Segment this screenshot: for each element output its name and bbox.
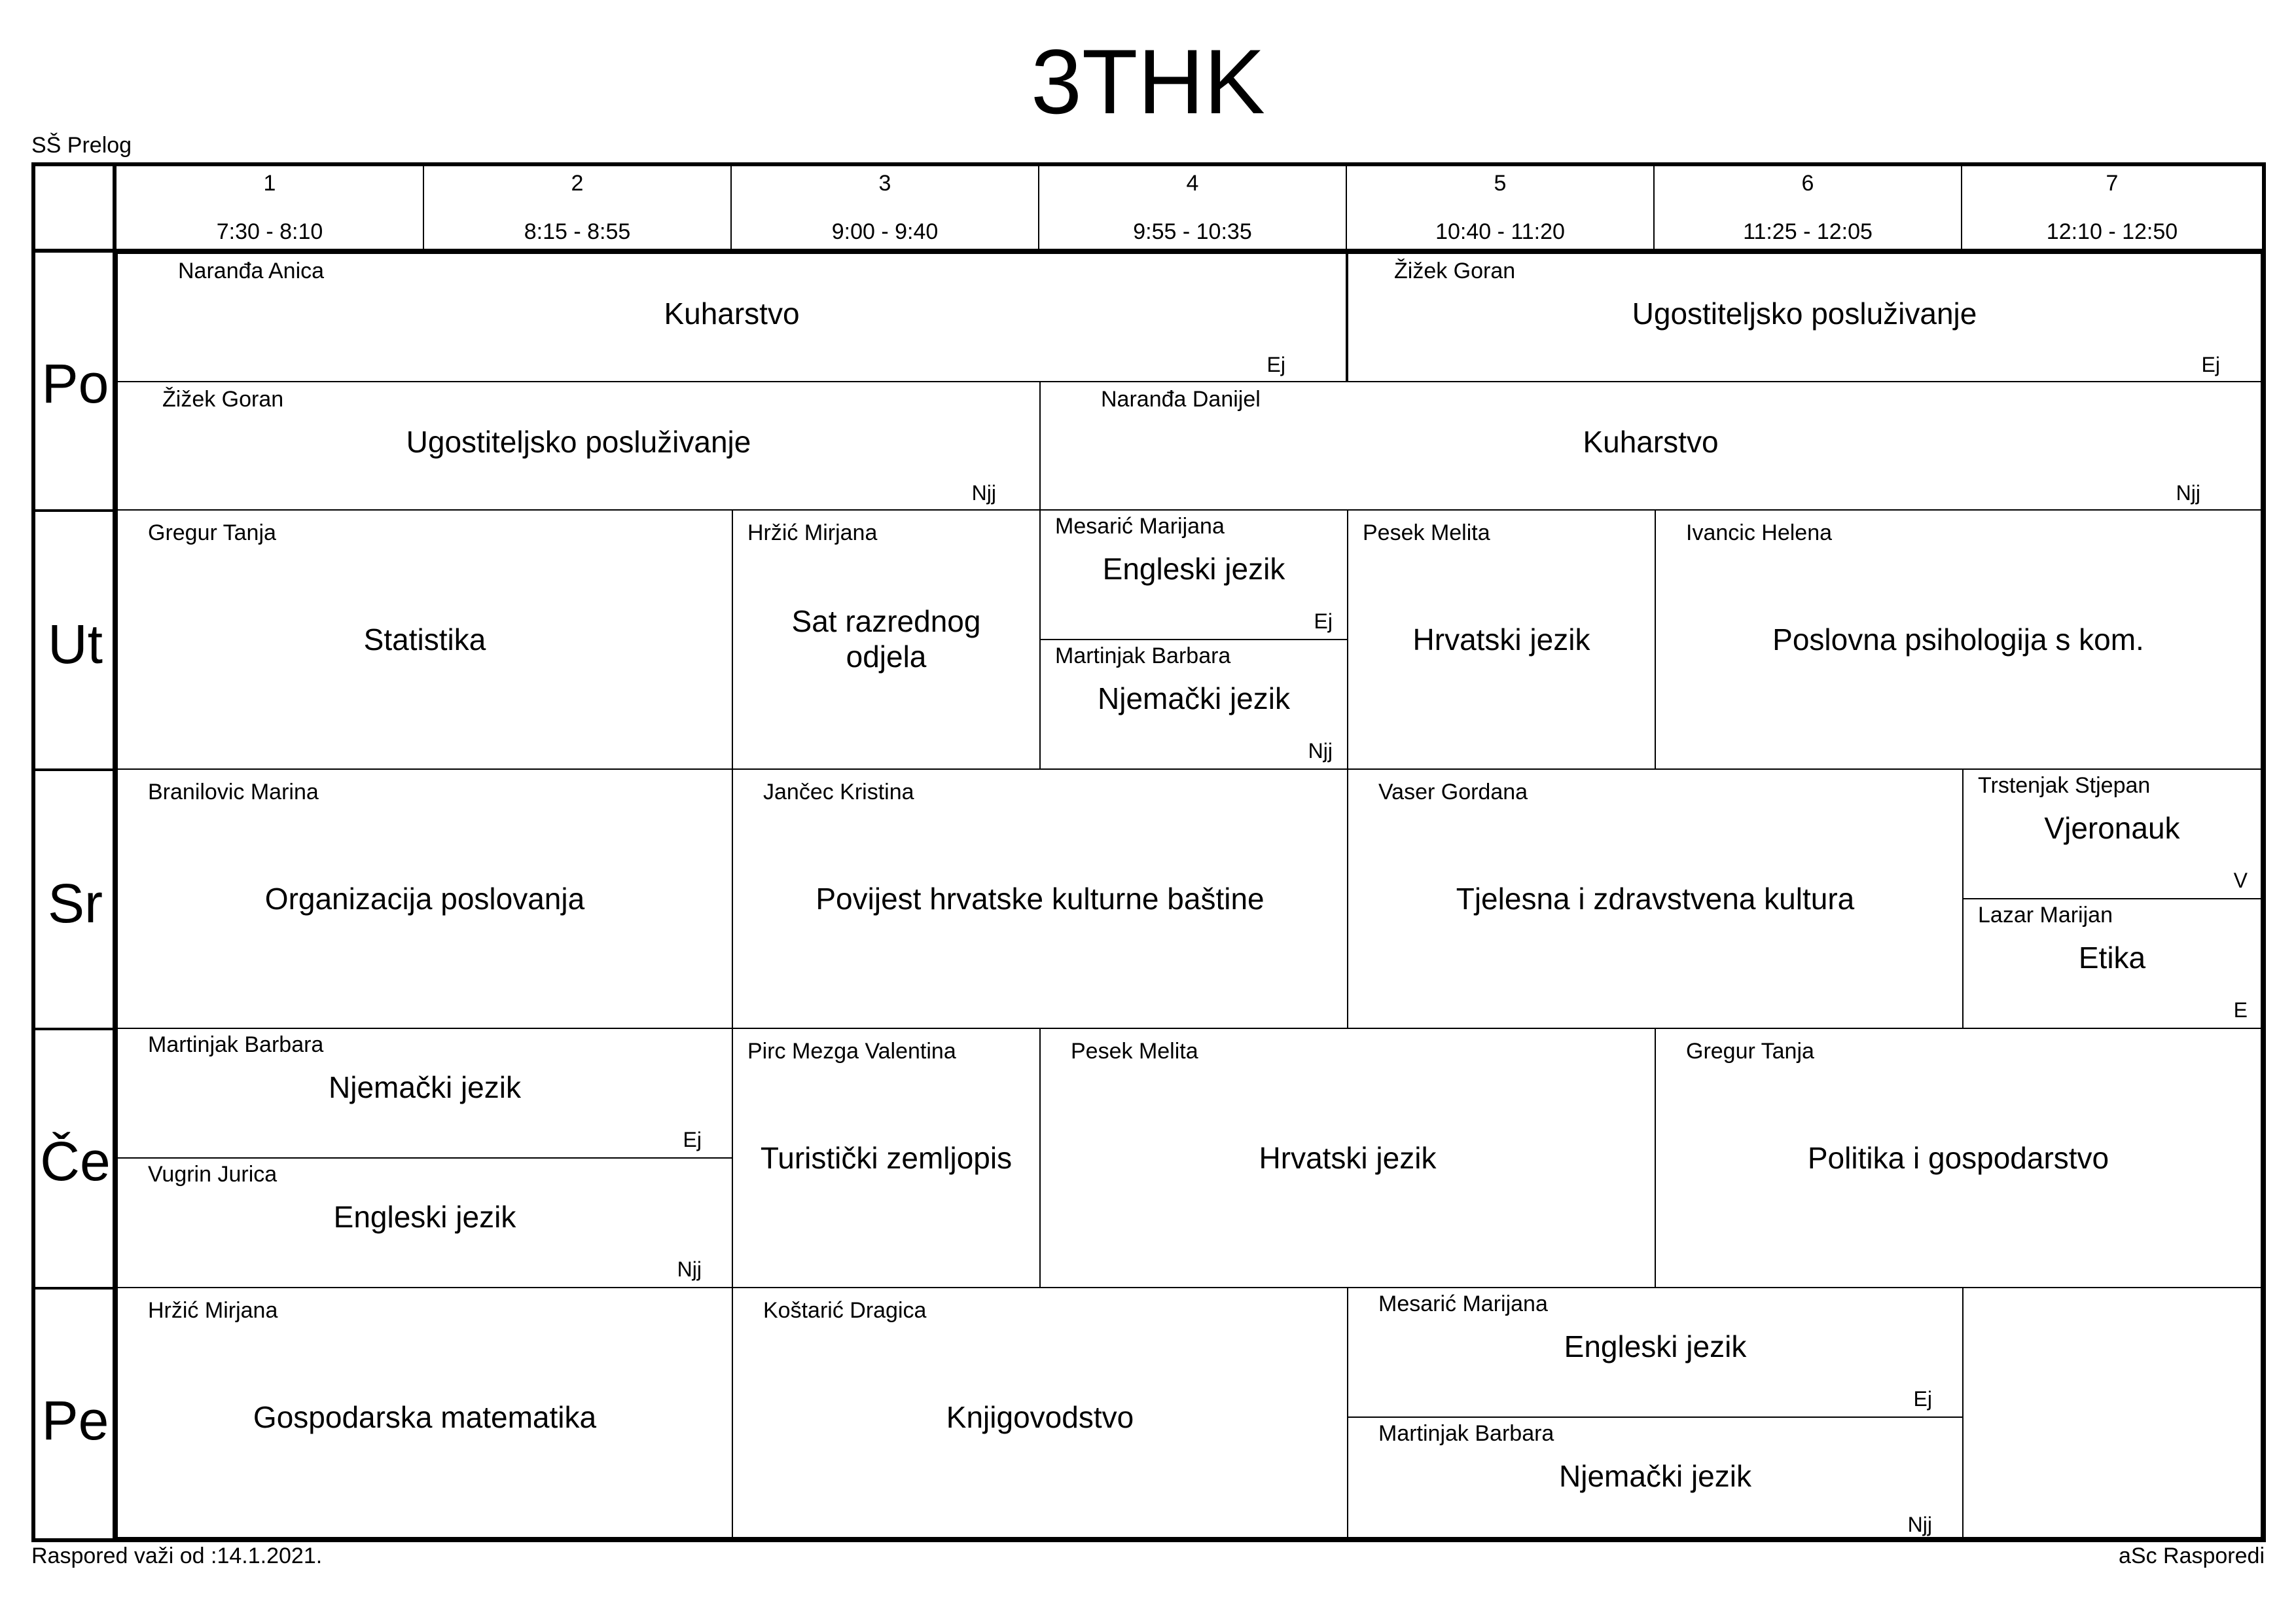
lesson-cell[interactable] <box>1347 509 1656 770</box>
valid-from-note: Raspored važi od :14.1.2021. <box>31 1543 323 1568</box>
period-header-6 <box>1655 166 1962 249</box>
lesson-cell[interactable] <box>1347 253 2262 382</box>
lesson-subject: Ugostiteljsko posluživanje <box>1632 297 1977 331</box>
lesson-subject: Gospodarska matematika <box>253 1400 597 1434</box>
period-time: 7:30 - 8:10 <box>216 219 323 244</box>
day-label-thursday: Če <box>40 1130 111 1192</box>
lesson-subject: Njemački jezik <box>1559 1459 1751 1493</box>
lesson-teacher: Vaser Gordana <box>1378 780 1528 804</box>
lesson-teacher: Trstenjak Stjepan <box>1978 773 2151 798</box>
lesson-teacher: Mesarić Marijana <box>1378 1291 1548 1316</box>
lesson-teacher: Pesek Melita <box>1071 1039 1198 1064</box>
lesson-teacher: Martinjak Barbara <box>1378 1421 1554 1446</box>
lesson-subject: Engleski jezik <box>333 1200 516 1234</box>
lesson-teacher: Martinjak Barbara <box>148 1032 324 1057</box>
lesson-subject: Politika i gospodarstvo <box>1807 1141 2109 1175</box>
period-number: 3 <box>878 171 891 196</box>
period-header-3 <box>732 166 1039 249</box>
lesson-cell[interactable] <box>117 1028 733 1159</box>
lesson-teacher: Koštarić Dragica <box>763 1298 927 1323</box>
lesson-teacher: Gregur Tanja <box>1686 1039 1814 1064</box>
period-time: 9:00 - 9:40 <box>831 219 939 244</box>
school-name: SŠ Prelog <box>31 133 132 158</box>
lesson-group: Ej <box>2201 353 2220 376</box>
lesson-cell[interactable] <box>117 381 1041 511</box>
lesson-cell[interactable] <box>1347 1287 1964 1418</box>
lesson-subject: Tjelesna i zdravstvena kultura <box>1456 882 1855 916</box>
lesson-cell[interactable] <box>732 1028 1041 1288</box>
lesson-group: Njj <box>1308 739 1333 763</box>
lesson-subject: Poslovna psihologija s kom. <box>1772 623 2144 657</box>
period-number: 1 <box>263 171 276 196</box>
lesson-cell[interactable] <box>117 768 733 1029</box>
lesson-teacher: Hržić Mirjana <box>747 520 878 545</box>
lesson-subject: Hrvatski jezik <box>1412 623 1590 657</box>
software-credit: aSc Rasporedi <box>2118 1543 2265 1568</box>
lesson-teacher: Jančec Kristina <box>763 780 914 804</box>
lesson-subject: Njemački jezik <box>1098 681 1290 715</box>
lesson-cell[interactable] <box>1962 768 2262 899</box>
lesson-group: Njj <box>2176 481 2200 505</box>
lesson-cell[interactable] <box>117 253 1347 382</box>
lesson-subject: Sat razrednog <box>791 604 981 638</box>
lesson-teacher: Žižek Goran <box>1394 259 1516 283</box>
period-number: 2 <box>571 171 584 196</box>
page-title: 3THK <box>1031 30 1265 133</box>
lesson-cell[interactable] <box>117 1287 733 1538</box>
lesson-cell[interactable] <box>732 768 1348 1029</box>
lesson-cell[interactable] <box>1039 639 1348 770</box>
day-label-friday: Pe <box>41 1390 109 1451</box>
period-header-5 <box>1347 166 1655 249</box>
lesson-subject: Knjigovodstvo <box>946 1400 1134 1434</box>
lesson-subject: Engleski jezik <box>1564 1329 1747 1363</box>
lesson-cell[interactable] <box>1962 898 2262 1029</box>
period-time: 12:10 - 12:50 <box>2046 219 2178 244</box>
lesson-teacher: Naranđa Anica <box>178 259 325 283</box>
period-number: 6 <box>1801 171 1814 196</box>
lesson-cell[interactable] <box>1039 381 2262 511</box>
period-header-2 <box>424 166 732 249</box>
period-number: 7 <box>2106 171 2119 196</box>
lesson-teacher: Martinjak Barbara <box>1055 643 1231 668</box>
lesson-subject: odjela <box>846 640 927 674</box>
period-header-1 <box>117 166 424 249</box>
lesson-subject: Kuharstvo <box>664 297 800 331</box>
lesson-group: Njj <box>971 481 996 505</box>
lesson-subject: Ugostiteljsko posluživanje <box>406 425 751 459</box>
lesson-subject: Turistički zemljopis <box>760 1141 1013 1175</box>
day-label-tuesday: Ut <box>48 613 103 675</box>
period-header-7 <box>1962 166 2262 249</box>
lesson-group: Ej <box>1314 609 1333 633</box>
lesson-group: Ej <box>683 1128 702 1151</box>
lesson-teacher: Žižek Goran <box>162 387 284 412</box>
lesson-group: Ej <box>1913 1387 1932 1411</box>
period-number: 5 <box>1494 171 1507 196</box>
period-time: 11:25 - 12:05 <box>1743 219 1873 244</box>
period-header-4 <box>1039 166 1347 249</box>
lesson-subject: Kuharstvo <box>1583 425 1719 459</box>
lesson-cell[interactable] <box>1039 1028 1656 1288</box>
day-label-monday: Po <box>41 353 109 414</box>
lesson-cell[interactable] <box>1655 1028 2262 1288</box>
day-label-wednesday: Sr <box>48 873 103 934</box>
lesson-teacher: Pirc Mezga Valentina <box>747 1039 956 1064</box>
lesson-subject: Povijest hrvatske kulturne baštine <box>816 882 1265 916</box>
lesson-subject: Engleski jezik <box>1102 552 1285 586</box>
lesson-group: E <box>2233 998 2248 1022</box>
lesson-subject: Etika <box>2078 941 2146 975</box>
lesson-subject: Statistika <box>363 623 486 657</box>
lesson-cell[interactable] <box>1347 1416 1964 1538</box>
lesson-cell[interactable] <box>1655 509 2262 770</box>
day-divider <box>35 1287 117 1290</box>
lesson-teacher: Mesarić Marijana <box>1055 514 1225 539</box>
lesson-teacher: Pesek Melita <box>1363 520 1490 545</box>
day-divider <box>35 1028 117 1030</box>
lesson-subject: Hrvatski jezik <box>1259 1141 1437 1175</box>
period-time: 9:55 - 10:35 <box>1133 219 1252 244</box>
lesson-group: Ej <box>1266 353 1285 376</box>
lesson-group: Njj <box>677 1257 702 1281</box>
lesson-group: V <box>2233 869 2248 892</box>
lesson-cell[interactable] <box>117 1157 733 1288</box>
period-time: 10:40 - 11:20 <box>1435 219 1565 244</box>
period-number: 4 <box>1186 171 1199 196</box>
lesson-subject: Njemački jezik <box>329 1070 521 1104</box>
timetable-grid <box>31 162 2266 1542</box>
lesson-teacher: Gregur Tanja <box>148 520 276 545</box>
lesson-teacher: Vugrin Jurica <box>148 1162 278 1187</box>
lesson-teacher: Lazar Marijan <box>1978 903 2113 928</box>
lesson-cell[interactable] <box>732 509 1041 770</box>
day-divider <box>35 768 117 771</box>
lesson-teacher: Hržić Mirjana <box>148 1298 278 1323</box>
lesson-subject: Vjeronauk <box>2044 811 2180 845</box>
lesson-cell[interactable] <box>1347 768 1964 1029</box>
lesson-group: Njj <box>1907 1513 1932 1536</box>
lesson-subject: Organizacija poslovanja <box>264 882 585 916</box>
lesson-cell[interactable] <box>732 1287 1348 1538</box>
empty-lesson-cell <box>1962 1287 2262 1538</box>
lesson-cell[interactable] <box>1039 509 1348 640</box>
lesson-teacher: Ivancic Helena <box>1686 520 1833 545</box>
day-divider <box>35 509 117 512</box>
lesson-teacher: Branilovic Marina <box>148 780 319 804</box>
lesson-teacher: Naranđa Danijel <box>1101 387 1261 412</box>
lesson-cell[interactable] <box>117 509 733 770</box>
period-time: 8:15 - 8:55 <box>524 219 631 244</box>
